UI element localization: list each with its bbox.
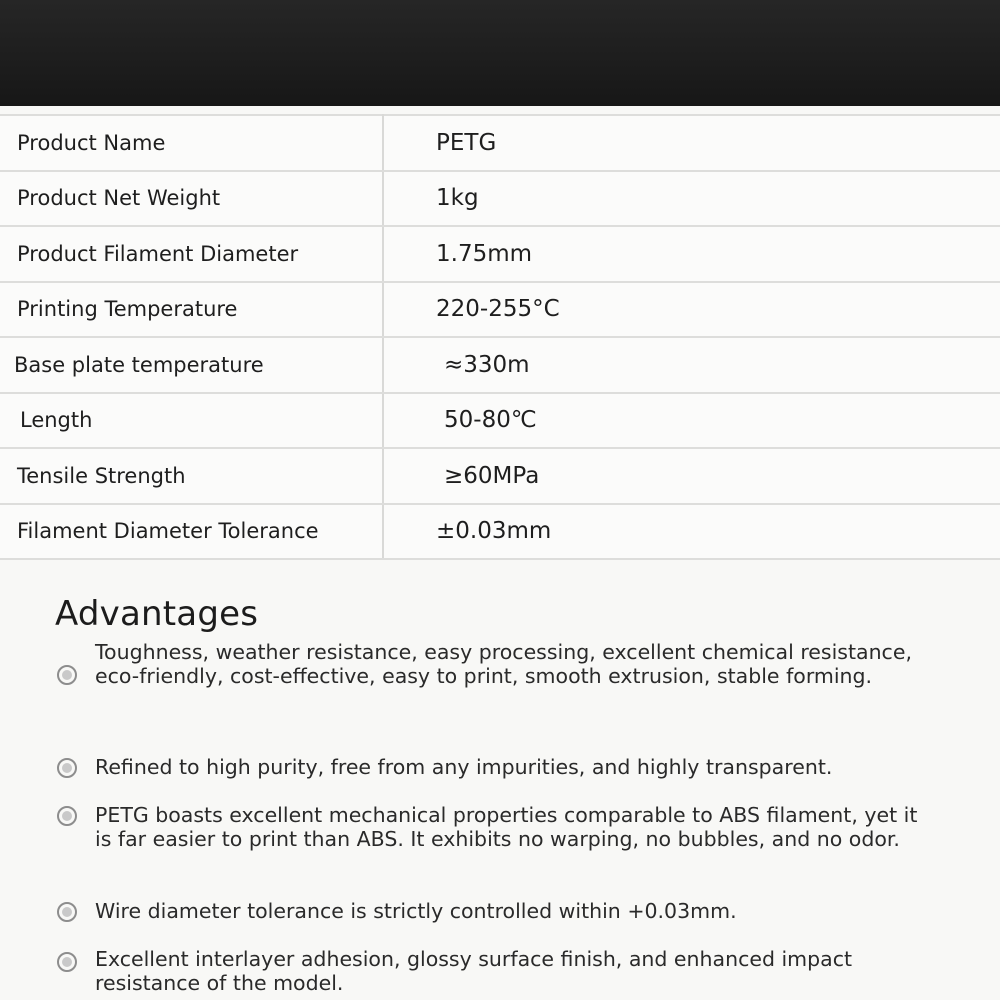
radio-circle-icon: [57, 806, 77, 826]
advantage-text: Wire diameter tolerance is strictly controlled within +0.03mm.: [95, 899, 737, 923]
spec-value: 1.75mm: [383, 226, 1000, 282]
spec-label: Product Filament Diameter: [0, 226, 383, 282]
spec-label: Filament Diameter Tolerance: [0, 504, 383, 560]
spec-row-product-name: [0, 115, 1000, 171]
radio-circle-icon: [57, 758, 77, 778]
spec-value: ≈330m: [383, 337, 1000, 393]
spec-row-base-plate-temperature: [0, 337, 1000, 393]
spec-value: ±0.03mm: [383, 504, 1000, 560]
spec-value: 220-255°C: [383, 282, 1000, 338]
spec-value: PETG: [383, 115, 1000, 171]
spec-label: Printing Temperature: [0, 282, 383, 338]
spec-table: [0, 114, 1000, 560]
radio-circle-icon: [57, 952, 77, 972]
spec-label: Length: [0, 393, 383, 449]
spec-row-printing-temperature: [0, 282, 1000, 338]
spec-label: Tensile Strength: [0, 448, 383, 504]
advantages-heading: Advantages: [55, 594, 259, 634]
dark-banner: [0, 0, 1000, 106]
advantage-text: Refined to high purity, free from any impurities, and highly transparent.: [95, 755, 833, 779]
advantage-text: PETG boasts excellent mechanical properties comparable to ABS filament, yet it is far easier to print than ABS. It exhibits no warping, no bubbles, and no odor.: [95, 803, 918, 851]
spec-row-length: [0, 393, 1000, 449]
spec-value: ≥60MPa: [383, 448, 1000, 504]
spec-label: Base plate temperature: [0, 337, 383, 393]
spec-value: 50-80℃: [383, 393, 1000, 449]
radio-circle-icon: [57, 665, 77, 685]
spec-row-diameter-tolerance: [0, 504, 1000, 560]
advantage-text: Toughness, weather resistance, easy processing, excellent chemical resistance, eco-friendly, cost-effective, easy to print, smooth extrusion, stable forming.: [95, 640, 912, 688]
spec-row-net-weight: [0, 171, 1000, 227]
spec-label: Product Net Weight: [0, 171, 383, 227]
spec-label: Product Name: [0, 115, 383, 171]
advantage-text: Excellent interlayer adhesion, glossy surface finish, and enhanced impact resistance of the model.: [95, 947, 853, 995]
spec-row-filament-diameter: [0, 226, 1000, 282]
radio-circle-icon: [57, 902, 77, 922]
spec-row-tensile-strength: [0, 448, 1000, 504]
spec-value: 1kg: [383, 171, 1000, 227]
